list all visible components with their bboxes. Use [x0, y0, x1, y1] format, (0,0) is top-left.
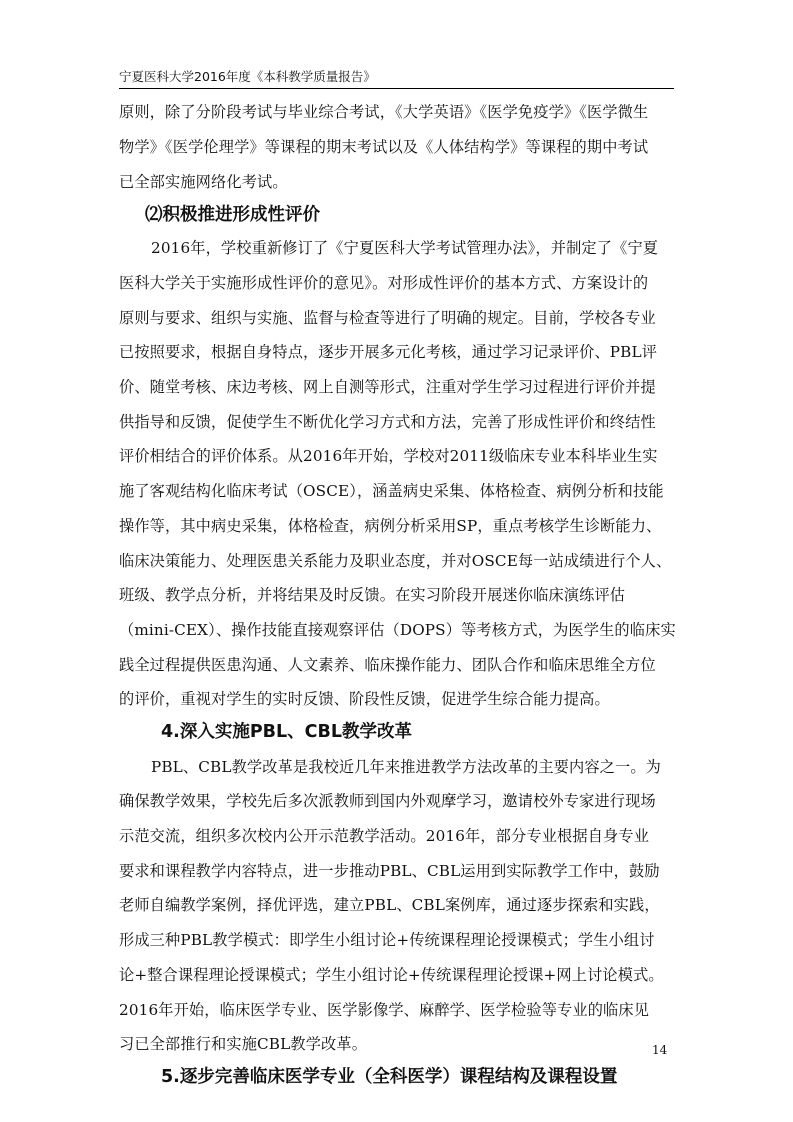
paragraph-line: 评价相结合的评价体系。从2016年开始，学校对2011级临床专业本科毕业生实: [119, 447, 658, 465]
paragraph-line: 习已全部推行和实施CBL教学改革。: [119, 1035, 368, 1053]
paragraph-line: 2016年，学校重新修订了《宁夏医科大学考试管理办法》，并制定了《宁夏: [151, 239, 659, 257]
paragraph-line: 形成三种PBL教学模式：即学生小组讨论+传统课程理论授课模式；学生小组讨: [119, 931, 655, 949]
paragraph-line: 医科大学关于实施形成性评价的意见》。对形成性评价的基本方式、方案设计的: [119, 274, 649, 292]
paragraph-line: 施了客观结构化临床考试（OSCE），涵盖病史采集、体格检查、病例分析和技能: [119, 482, 664, 500]
paragraph-line: 已按照要求，根据自身特点，逐步开展多元化考核，通过学习记录评价、PBL评: [119, 343, 658, 361]
paragraph-line: 的评价，重视对学生的实时反馈、阶段性反馈，促进学生综合能力提高。: [119, 690, 610, 708]
paragraph-line: PBL、CBL教学改革是我校近几年来推进教学方法改革的主要内容之一。为: [151, 758, 662, 776]
paragraph-line: 已全部实施网络化考试。: [119, 173, 288, 191]
paragraph-line: 原则与要求、组织与实施、监督与检查等进行了明确的规定。目前，学校各专业: [119, 309, 656, 327]
section-heading-curriculum: 5.逐步完善临床医学专业（全科医学）课程结构及课程设置: [161, 1067, 618, 1087]
page-header: [119, 66, 674, 89]
paragraph-line: 操作等，其中病史采集，体格检查，病例分析采用SP，重点考核学生诊断能力、: [119, 517, 662, 535]
paragraph-line: 2016年开始，临床医学专业、医学影像学、麻醉学、医学检验等专业的临床见: [119, 1001, 650, 1019]
section-heading-formative-evaluation: ⑵积极推进形成性评价: [145, 205, 320, 225]
paragraph-line: 供指导和反馈，促使学生不断优化学习方式和方法，完善了形成性评价和终结性: [119, 413, 656, 431]
paragraph-line: 原则，除了分阶段考试与毕业综合考试，《大学英语》《医学免疫学》《医学微生: [119, 103, 649, 121]
paragraph-line: 要求和课程教学内容特点，进一步推动PBL、CBL运用到实际教学工作中，鼓励: [119, 862, 660, 880]
paragraph-line: 示范交流，组织多次校内公开示范教学活动。2016年，部分专业根据自身专业: [119, 827, 650, 845]
paragraph-line: 践全过程提供医患沟通、人文素养、临床操作能力、团队合作和临床思维全方位: [119, 656, 656, 674]
paragraph-line: 班级、教学点分析，并将结果及时反馈。在实习阶段开展迷你临床演练评估: [119, 586, 626, 604]
report-title: 宁夏医科大学2016年度《本科教学质量报告》: [119, 69, 376, 84]
paragraph-line: （mini-CEX）、操作技能直接观察评估（DOPS）等考核方式，为医学生的临床实: [119, 621, 676, 639]
paragraph-line: 老师自编教学案例，择优评选，建立PBL、CBL案例库，通过逐步探索和实践，: [119, 896, 660, 914]
paragraph-line: 临床决策能力、处理医患关系能力及职业态度，并对OSCE每一站成绩进行个人、: [119, 552, 672, 570]
paragraph-line: 论+整合课程理论授课模式；学生小组讨论+传统课程理论授课+网上讨论模式。: [119, 966, 664, 984]
section-heading-pbl-cbl: 4.深入实施PBL、CBL教学改革: [161, 722, 412, 742]
paragraph-line: 价、随堂考核、床边考核、网上自测等形式，注重对学生学习过程进行评价并提: [119, 378, 656, 396]
page-number: 14: [652, 1043, 668, 1057]
paragraph-line: 物学》《医学伦理学》等课程的期末考试以及《人体结构学》等课程的期中考试: [119, 138, 649, 156]
paragraph-line: 确保教学效果，学校先后多次派教师到国内外观摩学习，邀请校外专家进行现场: [119, 792, 656, 810]
